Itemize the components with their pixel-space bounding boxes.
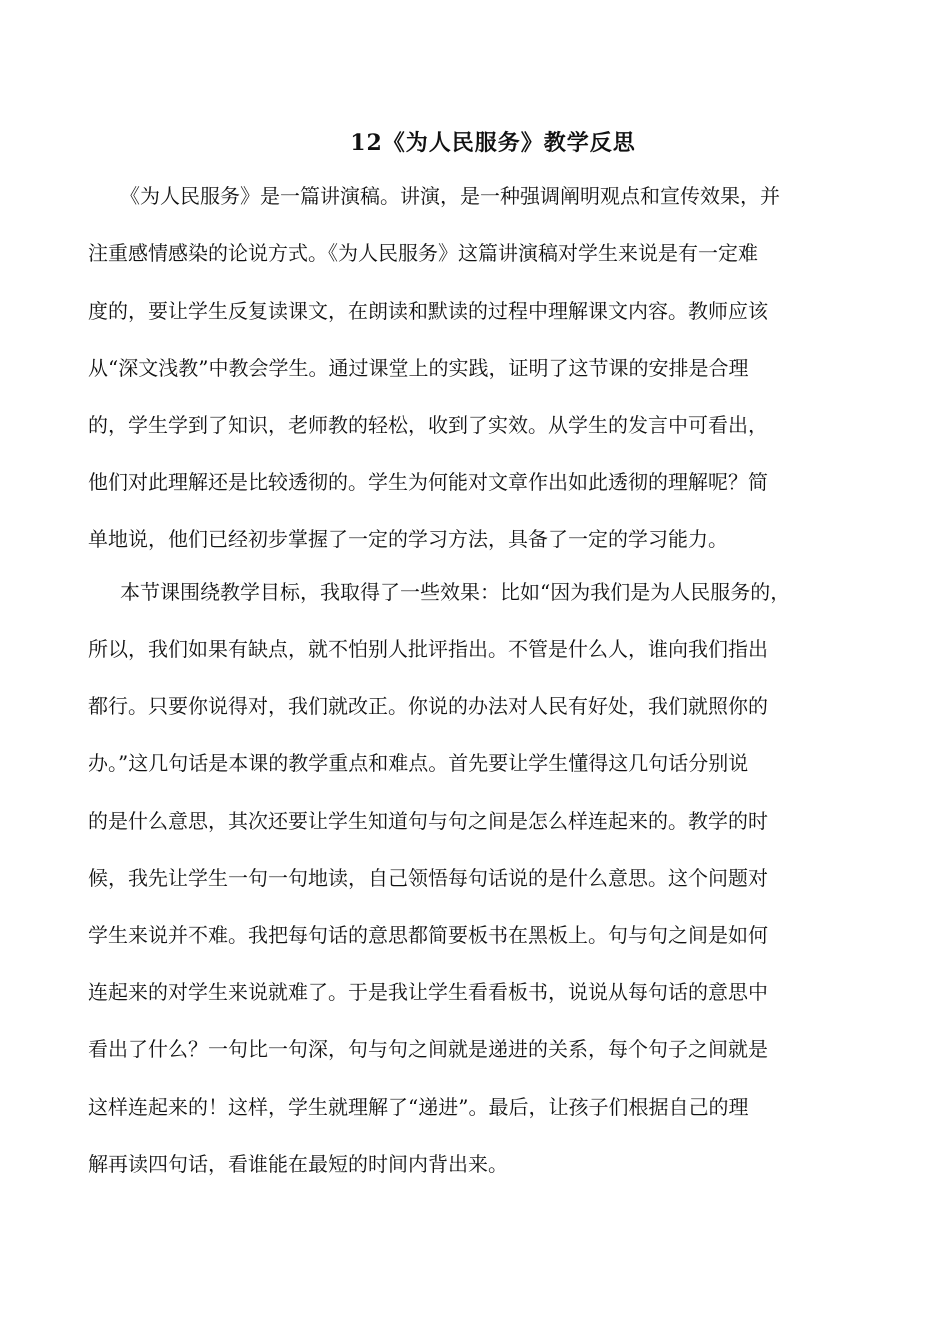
document-title: 12《为人民服务》教学反思 <box>350 130 636 156</box>
paragraph-2-line-6: 候，我先让学生一句一句地读，自己领悟每句话说的是什么意思。这个问题对 <box>88 866 768 890</box>
paragraph-1-line-6: 他们对此理解还是比较透彻的。学生为何能对文章作出如此透彻的理解呢？简 <box>88 470 768 494</box>
paragraph-2-line-2: 所以，我们如果有缺点，就不怕别人批评指出。不管是什么人，谁向我们指出 <box>88 637 768 661</box>
paragraph-2-line-8: 连起来的对学生来说就难了。于是我让学生看看板书，说说从每句话的意思中 <box>88 980 768 1004</box>
paragraph-2-line-11: 解再读四句话，看谁能在最短的时间内背出来。 <box>88 1152 508 1176</box>
paragraph-2-line-1: 本节课围绕教学目标，我取得了一些效果：比如“因为我们是为人民服务的， <box>120 580 791 604</box>
paragraph-2-line-4: 办。”这几句话是本课的教学重点和难点。首先要让学生懂得这几句话分别说 <box>88 751 749 775</box>
paragraph-1-line-4: 从“深文浅教”中教会学生。通过课堂上的实践，证明了这节课的安排是合理 <box>88 356 749 380</box>
paragraph-2-line-3: 都行。只要你说得对，我们就改正。你说的办法对人民有好处，我们就照你的 <box>88 694 768 718</box>
paragraph-1-line-7: 单地说，他们已经初步掌握了一定的学习方法，具备了一定的学习能力。 <box>88 527 728 551</box>
paragraph-1-line-3: 度的，要让学生反复读课文，在朗读和默读的过程中理解课文内容。教师应该 <box>88 299 768 323</box>
paragraph-2-line-9: 看出了什么？一句比一句深，句与句之间就是递进的关系，每个句子之间就是 <box>88 1037 768 1061</box>
paragraph-1-line-2: 注重感情感染的论说方式。《为人民服务》这篇讲演稿对学生来说是有一定难 <box>88 241 758 265</box>
paragraph-1-line-1: 《为人民服务》是一篇讲演稿。讲演，是一种强调阐明观点和宣传效果，并 <box>120 184 780 208</box>
paragraph-2-line-7: 学生来说并不难。我把每句话的意思都简要板书在黑板上。句与句之间是如何 <box>88 923 768 947</box>
paragraph-2-line-10: 这样连起来的！这样，学生就理解了“递进”。最后，让孩子们根据自己的理 <box>88 1095 749 1119</box>
paragraph-2-line-5: 的是什么意思，其次还要让学生知道句与句之间是怎么样连起来的。教学的时 <box>88 809 768 833</box>
paragraph-1-line-5: 的，学生学到了知识，老师教的轻松，收到了实效。从学生的发言中可看出， <box>88 413 768 437</box>
